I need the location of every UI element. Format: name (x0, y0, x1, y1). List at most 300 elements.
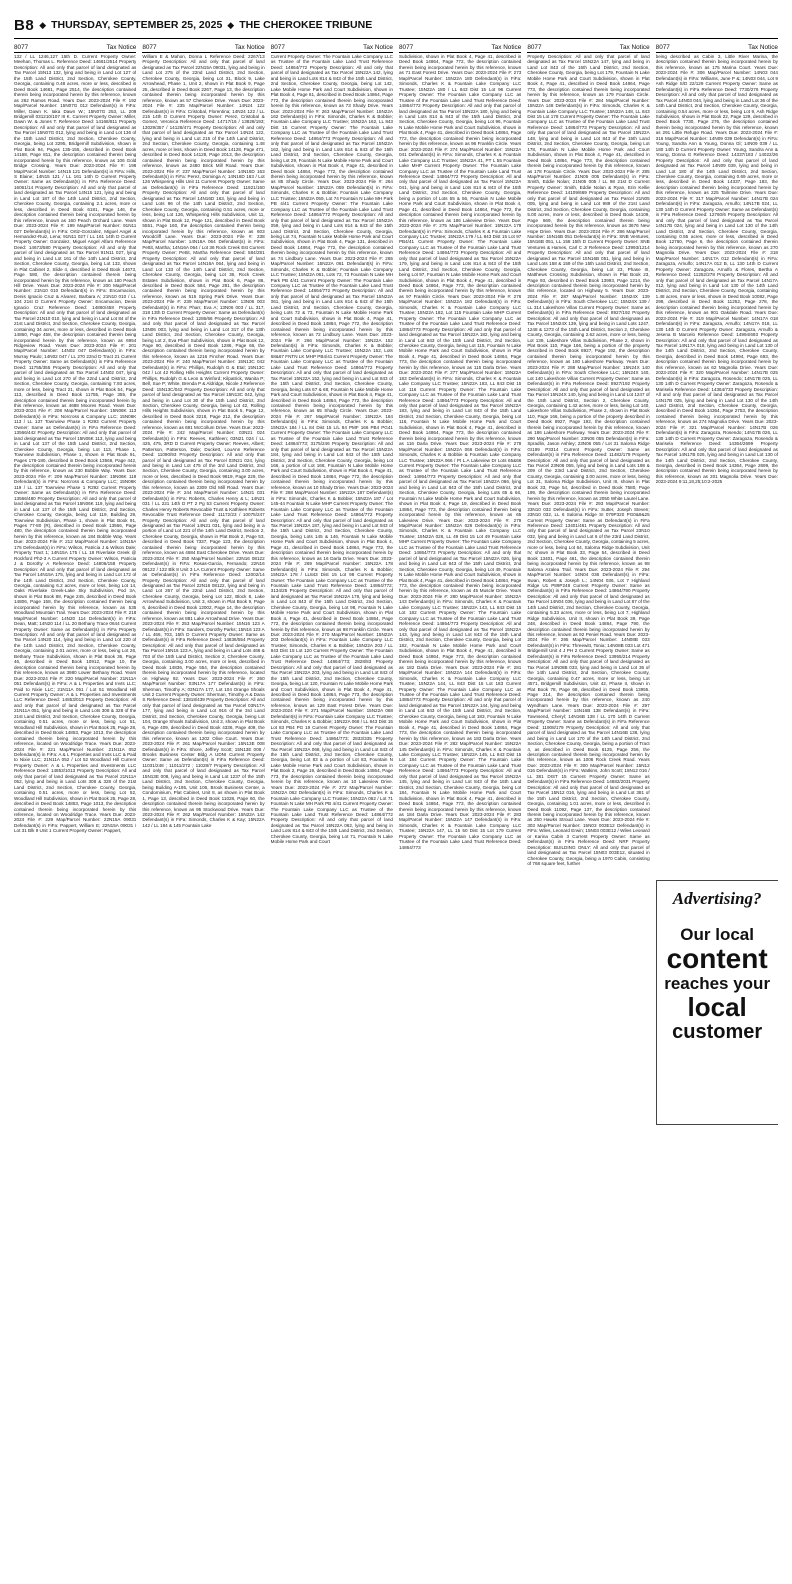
notice-line: Years Due: 2023-2024 (181, 233, 238, 239)
notice-line: Defendant(s) in FiFa: Encarnacion, Denis Ignacio Cruz & Alvarez, Barbara A; 21N10 010 / LL 104 21st D (14, 288, 137, 305)
notice-line: Property Description: All and only that parcel of land designated as Tax Parcel 15N07G 012, lying and being in Land Lot 136 of the 15th Land District, 2nd Section, Cherokee County, Georgia, being Lot 3295, Bridgemill Subdivision, shown in Plat Book 94, Pages 135-155, described in Deed Book 14168, Page 811, the description contained therein being incorporated herein by this reference, known as 106 Gold Bridge Crossing. (14, 119, 137, 169)
notice-line: Reference Deed: 14682/2031 (570, 779, 633, 785)
notice-line: Years Due: 2023-2024 (142, 484, 265, 496)
notice-line: File #: 218 (114, 610, 137, 616)
ad-line: Our local (680, 925, 754, 944)
notice-line: Years Due: 2023-2024 (55, 343, 110, 349)
notice-line: Reference Deed: 14364/733 (674, 386, 735, 392)
notice-line: Defendant(s) in FiFa: Fountain Lake Company LLC Trustee; Simonds, Charles K & Bobbie; 15N22A 203 / LL 843 Dist 15 Lot 120 (270, 637, 393, 654)
notice-line: Map/Parcel Number: 15N22A 178 (315, 561, 393, 567)
notice-line: Current Property Owner: Encarnacion, Denis Ignacio Cruz (14, 299, 137, 310)
ad-line: reaches your (664, 974, 771, 993)
notice-label: Tax Notice (619, 44, 650, 51)
notice-line: File #: 320 (679, 370, 706, 376)
notice-label: Tax Notice (234, 44, 265, 51)
notice-line: Defendant(s) in FiFa: South Cherokee LLC; 15N24X 139 / LL 314 Lakeshore Villas (527, 299, 650, 310)
column-header (527, 44, 649, 53)
notice-line: Current Property Owner: The Fountain Lake Company LLC as Trustee of the Fountain Lake Land Trust (270, 648, 393, 665)
notice-line: Years Due: 2023-2024 (527, 757, 650, 768)
notice-line: Current Property Owner: A & L Properties and Investments LLC (14, 757, 137, 768)
notice-line: Years Due: 2023-2024 (398, 735, 522, 747)
notice-line: Map/Parcel Number: 15N22A 180 (398, 75, 476, 81)
notice-line: Property Description: All and only that parcel of land designated as Tax Parcel 14N17A 018, lying and being in Land Lot 130 of the 14th Land District, 2nd Section, Cherokee County, Georgia, described in Deed Book 14994, Page 693, the description contained therein being incorporated herein by this reference, known as 62 Magnolia Drive. (655, 332, 778, 370)
notice-body (271, 54, 393, 845)
notice-line: Map/Parcel Number: 15N24X 139 (572, 293, 650, 299)
notice-line: File #: 229 (27, 817, 57, 823)
notice-column (656, 44, 778, 1576)
notice-line: Current Property Owner: The Fountain Lake Company LLC as Trustee of the Fountain Lake Land Trust (398, 239, 522, 250)
notice-line: Years Due: 2023-2024 (445, 441, 497, 447)
notice-line: Current Property Owner: Young, Sandra Ann & Young, Donna G (655, 146, 778, 158)
ad-line: content (666, 943, 768, 974)
notice-line: Defendant(s) in FiFa: Hills, S Elaine; 14N15 121 / LL 161 14th D (14, 168, 137, 179)
notice-line: File #: 280 (434, 593, 460, 599)
notice-line: Current Property Owner: Same as Defendant(s) in FiFa (527, 773, 650, 785)
notice-line: Property Description: All and only that parcel of land designated as Tax Parcel 15N22A 162, lying and being in Land Lots 814 & 843 of the 15th Land District, 2nd Section, Cherokee County, Georgia, being Lot 29, Fountain N Lake Mobile Home Park and Court Subdivision, shown in Plat Book 4, Page 41, described in Deed Book 14864, Page 772, the description contained therein being incorporated herein by this reference, known as 85 Shady Circle. (270, 135, 393, 185)
notice-line: Defendant(s) in FiFa: Simonds, Charles K & Bobbie; 15N22A 178 / LL843 Dist 15 Lot 98 (270, 566, 393, 578)
notice-line: Defendant(s) in FiFa: Simonds, Charles K & Fountain Lake Company LLC Trustee; 15N22A 183, LL 843 Dist 15 Lot 116 (398, 375, 522, 392)
notice-line: Current Property Owner: Zaragoza, Rosendo & Marisela (655, 381, 778, 392)
notice-line: Property Description: All and only that parcel of land designated as Tax Parcel 15N22A 152, lying and being in Land Lot 843 of the 15th Land District, 2nd Section, Cherokee County, Georgia, being Lots 67 & 68, Fountain N Lake Mobile Home Park and Court Subdivision, shown in Plat Book 4, Page 41, described in Deed Book 14864, Page 772, the description contained therein being incorporated herein by this reference, known as 65 Shady Circle. (270, 364, 393, 414)
notice-line: File #: 285 (627, 168, 650, 174)
notice-line: Years Due: 2023-2024 (655, 64, 778, 76)
notice-line: Property Description: All and only that parcel of land designated as Tax Parcel 15N06K 113, lying and being in Land Lot 137 of the 15th Land District, 2nd Section, Cherokee County, Georgia, being Lot 113, Phase 1, Townview Subdivision, Phase 1, shown in Plat Book 91, Pages 176-180, described in Deed Book 13566, Page 442, the description contained therein being incorporated herein by this reference, known as 230 Bobble Way. (14, 430, 137, 474)
notice-line: Defendant(s) in FiFa: Townsend, Cheryl; 14N16B 138 / LL 170 14th D (527, 708, 650, 719)
notice-line: File #: 263 (306, 108, 332, 114)
notice-line: Map/Parcel Number: 22N15A 09031 (56, 817, 137, 823)
notice-line: Property Description: All and only that parcel of land designated as Tax Parcel 15N24X 139, lying and being in Land Lots 1247, 1248 & 1273 of the 15th Land District, Section 2, Cherokee County, Georgia, containing 2.62 acres, more or less, being Lot 139, Lakeshore Villas Subdivision, Phase 2, shown in Plat Book 110, Page 166, being a portion of the property described in Deed Book 8927, Page 192, the description contained therein being incorporated herein by this reference, known as 180 Lakeshore Parkway. (527, 310, 650, 365)
notice-line: File #: 271 (295, 708, 322, 714)
page-number: B8 (14, 16, 35, 34)
notice-line: Reference Deed: 13566/442 (14, 424, 137, 436)
notice-body (656, 54, 778, 485)
notice-line: Current Property Owner: Wilson, Patricia J & Dorothy A (14, 555, 137, 567)
notice-body (527, 54, 649, 867)
notice-line: Years Due: 2023-2024 (655, 310, 778, 321)
notice-column (399, 44, 521, 1576)
notice-line: Current Property Owner: Same as Defendant(s) in FiFa (655, 206, 778, 218)
notice-line: Reference Deed: 14864/773 (398, 621, 461, 627)
notice-line: Reference Deed: 13566/480 (14, 490, 137, 501)
notice-line: File #: 244 (167, 490, 195, 496)
notice-line: Property Description: All and only that parcel of land designated as Tax Parcel 14N17B 026, lying and being in Land Lot 130 of the 14th Land District, 2nd Section, Cherokee County, Georgia, described in Deed Book 14364, Page 2699, the description contained therein being incorporated herein by this reference, known as 201 Magnolia Drive. (655, 441, 778, 479)
notice-line: Current Property Owner: The Fountain Lake Company LLC as Trustee of the Fountain Lake Land Trust (270, 277, 393, 289)
notice-line: Property Description: All and only that parcel of land designated as Tax Parcel 14N03 044, lying and being in Land Lot 36 of the 14th Land District, 2nd Section, Cherokee County, Georgia, containing 0.54 acres, more or less, being Lot 9, Ash Ridge Subdivision, shown in Plat Book 22, Page 129, described in Deed Book 7730, Page 276, the description contained therein being incorporated herein by this reference, known as 291 Little Refuge Road. (655, 86, 778, 136)
notice-line: Defendant(s) in FiFa: Pappert, William E; 22N15A 09031 / Lot 31 Blk 9 Unit 1 (14, 822, 137, 834)
notice-line: Defendant(s) in FiFa: Miller, Dawn K. Iaka Dawn W.; 15N07G 253, LL 209 Bridgemill 031210/107 III K. (14, 103, 137, 119)
notice-line: Years Due: 2023-2024 (578, 168, 627, 174)
notice-line: Current Property Owner: The Fountain Lake Company LLC as Trustee of the Fountain Lake Land Trust (398, 757, 522, 768)
notice-line: Years Due: 2023-2024 (587, 430, 637, 436)
notice-line: Years Due: 2023-2024 (14, 468, 137, 479)
notice-line: Defendant(s) in FiFa: Fountain Lake Company LLC Trustee; Simonds, Charles K & Bobbie; 15N22A 068 / LL 843 Dist 15 Lot 83 PB4 PG 19 (270, 713, 393, 730)
notice-line: Reference Deed: 13818/439 (146, 697, 207, 703)
notice-line: Defendant(s) in FiFa: Simonds, Charles K & Bobbie & Fountain Lake Company LLC Trustee; 15N22A 066 / Pt L.A Lakeview Dr Lots 65&66 (398, 446, 522, 463)
notice-line: Current Property Owner: Same as Defendant(s) in FiFa (527, 713, 650, 725)
notice-line: Current Property Owner: Same as Defendant(s) in FiFa (527, 582, 650, 594)
notice-line: Current Property Owner: Same as Defendant(s) in FiFa (142, 752, 265, 763)
notice-line: Current Property Owner: The Fountain Lake Company LLC as Trustee of the Fountain Lake Land Trust (398, 610, 522, 621)
notice-line: Reference Deed: 14864/773 (398, 839, 522, 850)
notice-line: Reference Deed: 14864/773 (398, 468, 522, 479)
notice-line: Years Due: 2023-2024 (694, 250, 751, 256)
notice-line: Current Property Owner: Same as Defendant(s) in FiFa (14, 484, 137, 496)
notice-line: File #: 240 (166, 359, 193, 365)
notice-line: Defendant(s) in FiFa: SNB Ventures; 15N16B 051, LL 158 15th D (527, 233, 650, 245)
notice-line: Defendant(s) in FiFa: Murray Paulo; 14N02 047 / LL 270 22nd D Tract 21 (14, 348, 137, 359)
notice-line: Property Description: All and only that parcel of land designated as Tax Parcel 15N22A 187, lying and being in Land Lot 843 of the 15th Land District, 2nd Section, Cherokee County, Georgia, being Lots 145 & 146, Fountain N Lake Mobile Home Park and Court Subdivision, shown in Plat Book 4, Page 41, described in Deed Book 14864, Page 772, the description contained therein being incorporated herein by this reference, known as 16 Darla Drive. (270, 512, 393, 561)
notice-line: Reference Deed: 14168/811 (58, 119, 119, 125)
notice-line: Current Property Owner: Meehan, Thomas L. (14, 54, 137, 65)
notice-line: Map/Parcel Number: 14N17B 024 (705, 195, 778, 201)
notice-line: Years Due: 2023-2024 (14, 403, 137, 414)
notice-line: Map/Parcel Number: 15N06K 113 (64, 408, 137, 414)
notice-line: Property Description: All and only that parcel of land designated as Tax Parcel 22N16 08122, lying and being in Land Lot 267 of the 22nd Land District, 2nd Section, Cherokee County, Georgia, being Lot 122, Block 8, Lake Arrowhead Subdivision, Unit 3, shown in Plat Book 9, Page 6, described in Deed Book 12002, Page 14, the description contained therein being incorporated herein by this reference, known as 881 Lake Arrowhead Drive. (142, 577, 265, 621)
notice-line: Property Description: All and only that parcel of land designated as Tax Parcel 14N21 031, lying and being in a portion of Land Lot 221 of the 14th Land District, Section 2, Cherokee County, Georgia, shown in Plat Book 2, Page 53, described in Deed Book 7337, Page 123, the description contained therein being incorporated herein by this reference, known as 4684 East Cherokee Drive. (142, 517, 265, 556)
notice-line: Years Due: 2023-2024 (14, 811, 137, 823)
issue-date: THURSDAY, SEPTEMBER 25, 2025 (51, 19, 223, 31)
notice-line: Years Due: 2023-2024 (142, 353, 265, 365)
notice-line: Years Due: 2023-2024 (142, 550, 265, 561)
notice-line: Map/Parcel Number: 03N21 024 (189, 430, 265, 436)
notice-line: Years Due: 2023-2024 (270, 626, 393, 638)
column-header (271, 44, 393, 53)
notice-line: Map/Parcel Number: 14N17A 012 (655, 255, 732, 261)
notice-line: Years Due: 2023-2024 (447, 293, 498, 299)
notice-line: Reference Deed: 8927/192 (573, 381, 633, 387)
notice-column (142, 44, 264, 1576)
notice-column (527, 44, 649, 1576)
notice-line: Current Property Owner: Same as Defendant(s) in FiFa (142, 566, 265, 578)
notice-line: Map/Parcel Number: 15N03 003E12 (537, 822, 618, 828)
notice-line: Years Due: 2023-2024 (317, 179, 369, 185)
notice-line: Reference Deed: 14864/773 (398, 544, 522, 556)
column-header (656, 44, 778, 53)
notice-line: Property Description: All and only that parcel of land designated as Tax Parcel 15N22A 148, lying and being in Land Lot 843 of the 15th Land District, 2nd Section, Cherokee County, Georgia, being Lot 178, Fountain N Lake Mobile Home Park and Court Subdivision, shown in Plat Book 4, Page 41, described in Deed Book 14864, Page 773, the description contained therein being incorporated herein by this reference, known as 178 Fountain Circle. (527, 124, 650, 174)
notice-line: Years Due: 2023-2024 (270, 103, 393, 114)
notice-line: Property Description: All and only that parcel of land designated as Tax Parcel 14N17B 025, lying and being in Land Lot 130 of the 14th Land District, 2nd Section, Cherokee County, Georgia, described in Deed Book 14364, Page 2753, the description contained therein being incorporated herein by this reference, known as 274 Magnolia Drive. (655, 386, 778, 425)
notice-line: Map/Parcel Number: 14N16D 163 (192, 168, 265, 174)
legal-notice-columns (14, 44, 778, 1576)
notice-line: Years Due: 2023-2024 (527, 501, 579, 507)
notice-line: Map/Parcel Number: 14N15A 175 (14, 539, 137, 550)
notice-line: Years Due: 2023-2024 (142, 424, 265, 436)
notice-line: 132 / LL 1246,127 15th D. (14, 54, 82, 59)
notice-line: Reference Deed: 13401/461 (527, 522, 589, 528)
notice-line: Current Property Owner: Same as Defendant(s) in FiFa (527, 375, 650, 387)
notice-line: File #: 282 (434, 741, 460, 747)
notice-line: Reference Deed: 14364/2699 (680, 441, 761, 447)
notice-line: Reference Deed: 16061/14 (14, 179, 137, 190)
notice-line: File #: 221 (28, 746, 60, 752)
notice-line: File #: 237 (166, 168, 193, 174)
notice-line: Map/Parcel Number: 14N15 121 (14, 168, 82, 174)
notice-line: Map/Parcel Number: 14N24 122 (189, 103, 265, 109)
ad-headline: Advertising? (672, 889, 762, 908)
notice-line: Years Due: 2023-2024 (574, 566, 626, 572)
notice-line: Property Description: All and only that parcel of land designated as Tax Parcel 14N16A 064, lying and being in Land Lot 133 of the 14th Land District, 2nd Section, Cherokee County, Georgia, being Lot 36, Rock Creek Estates Subdivision, shown in Plat Book 6, Page 86, described in Deed Book 584, Page 281, the description contained therein being incorporated herein by this reference, known as 515 Spring Park Drive. (142, 255, 265, 299)
notice-line: Defendant(s) in FiFa: Simonds, Charles K & Fountain Lake Company LLC Trustee; 15N22A 143, LL 843 Dist 15 Lot 182 (398, 599, 522, 616)
notice-line: Map/Parcel Number: 15N22A 152 (315, 337, 393, 343)
notice-line: Current Property Owner: Zaragoza, Arnulfo & Flores, Bertha A (655, 261, 778, 272)
notice-line: Defendant(s) in FiFa: Threewitt, Tonia; 14N08B 033 Lot 471 Bridgemill Unit 4 J PH 2 (527, 642, 650, 654)
advertising-promo[interactable] (656, 880, 778, 1125)
notice-line: Defendant(s) in FiFa: Zaragoza, Rosendo; 14N17B 026, LL 130 14th D (655, 430, 778, 441)
notice-line: Defendant(s) in FiFa: Simonds, Charles K & Fountain Lake Company LLC Trustee; 15N22A 062 / Lot 71 Fountain N Lake MH Park PB 4/41 (270, 790, 393, 807)
notice-line: Property Description: All and only that parcel of land designated as Tax Parcel 14N16D 163, lying and being in Land Lots 96 of the 14th Land District, 2nd Section, Cherokee County, Georgia, containing 0.51 acres, more or less, being Lot 126, Whispering Hills Subdivision, Unit 11, shown in Plat Book 12, Page 121, described in Deed Book 5551, Page 160, the description contained therein being incorporated herein by this reference, known as 603 Woodcliff Lane. (142, 190, 265, 239)
notice-line: File #: 297 (622, 702, 650, 708)
notice-line: File #: 318 (750, 250, 778, 256)
notice-line: File #: 281 (496, 664, 522, 670)
notice-code: 8077 (14, 44, 29, 51)
notice-line: Current Property Owner: Same as Defendant(s) in FiFa (14, 173, 137, 185)
notice-line: File #: 288 (551, 364, 578, 370)
notice-line: Property Description: All and only that parcel of land designated as Tax Parcel 15N22A 061, lying and being in Land Lots 814 & 843 of the 15th Land District, 2nd Section, Cherokee County, Georgia, being Lots 72 & 73, Fountain N Lake Mobile Home Park and Court Subdivision, shown in Plat Book 4, Page 41, described in Deed Book 14864, Page 772, the description contained therein being incorporated herein by this reference, known as 72 Lindbury Lane. (270, 288, 393, 338)
notice-line: Reference Deed: 11252/278 (655, 272, 718, 278)
notice-line: Current Property Owner: The Fountain Lake Company LLC as Trustee of the Fountain Lake Land Trust (398, 310, 522, 327)
notice-line: Years Due: 2023-2024 (398, 217, 522, 229)
notice-line: Current Property Owner: Same as Defendant(s) in FiFa (527, 648, 650, 659)
ad-line: local (687, 992, 747, 1022)
notice-line: Property Description: All and only that parcel of land designated as Tax Parcel 14N08B 033, lying and being in Land Lot 36 of the 14th Land District, 2nd Section, Cherokee County, Georgia, containing 0.47 acres, more or less, being Lot 4571, Bridgemill Subdivision, Unit 42, Phase II, shown in Plat Book 78, Page 68, described in Deed Book 13955, Page 214, the description contained therein being incorporated herein by this reference, known as 240 Wyndham Lane. (527, 653, 650, 708)
notice-line: Reference Deed: 11482/179 (572, 452, 633, 458)
notice-line: Years Due: 2023-2024 (655, 473, 778, 485)
notice-line: Map/Parcel Number: 15N22A 066 (398, 446, 476, 452)
notice-line: Years Due: 2023-2024 (655, 419, 778, 430)
notice-line: Defendant(s) in FiFa: Dean, Matt; 14N20 114 / LL 20 Bethany Trace 0644 (14, 615, 137, 627)
notice-line: Current Property Owner: Phillips, Rudolph G & Leon & Winford; Kilpatrick, Wanita P; Bell, Sue P; White, Brenda P & Aldridge, Nicole J (142, 370, 265, 387)
notice-line: Property Description: All and only that parcel of land designated as Tax Parcel 03N21 024, lying and being in Land Lot 475 of the 3rd Land District, 2nd Section, Cherokee County, Georgia, containing 3.00 acres, more or less, described in Deed Book 9819, Page 229, the description contained therein being incorporated herein by this reference, known as 2309 Old Mill Road. (142, 452, 265, 490)
notice-line: File #: 220 (49, 675, 76, 681)
notice-line: Reference Deed: 14864/790 (571, 588, 633, 594)
notice-line: Reference Deed: 14864/772 (310, 512, 376, 518)
notice-line: Map/Parcel Number: 15N22A 179 (449, 223, 522, 229)
notice-line: Defendant(s) in FiFa: Simonds, Charles K & Fountain Lake Company LLC Trustee; 15N22A 148, LL 843 Dist 15 Lot 178 (527, 103, 650, 119)
notice-line: File #: 274 (434, 146, 460, 152)
notice-line: Years Due: 2023-2024 (445, 811, 497, 817)
notice-line: Current Property Owner: The Fountain Lake Company LLC as Trustee of the Fountain Lake Land Trust (398, 828, 522, 845)
notice-body (142, 54, 264, 828)
notice-line: File #: 277 (434, 370, 460, 376)
notice-line: File #: 272 (322, 784, 350, 790)
notice-line: Reference Deed: 12002/14 (203, 572, 265, 578)
notice-line: Defendant(s) in FiFa: Sanders, Dorothy Parks; 15N16 123 A / LL 466, 703, 15th D (142, 626, 265, 638)
notice-line: Map/Parcel Number: 15N22A 026 (398, 522, 476, 528)
notice-line: Reference Deed: 14864/772 (398, 173, 461, 179)
notice-line: Property Description: All and only that parcel of land designated as Tax Parcel 14N24 122, lying and being in Land Lot 215 of the 14th Land District, 2nd Section, Cherokee County, Georgia, containing 1.48 acres, more or less, shown in Deed Book 14128, Page 471, described in Deed Book 14128, Page 2013, the description contained therein being incorporated herein by this reference, known as 2480 Brick Mill Road. (142, 124, 265, 169)
notice-line: Reference Deed: 14337/183 / 14022/26 (693, 152, 778, 158)
notice-line: William E & Mahon, Donna L (142, 54, 210, 59)
notice-line: Defendant(s) in FiFa: Rosas-Garcia, Fernando; 22N16 08122 / 122 Blk 8 Unit 3 LA (142, 561, 265, 572)
notice-line: File #: 294 (625, 566, 650, 572)
notice-line: Map/Parcel Number: 15N22A 162 (270, 108, 393, 119)
notice-line: Map/Parcel Number: 14N17B 026 (700, 424, 778, 430)
notice-line: Map/Parcel Number: 21N11A 051 (14, 675, 137, 687)
notice-line: Reference Deed: 14864/773; 2828/83 (285, 659, 376, 665)
notice-line: Years Due: 2023-2024 (655, 190, 778, 201)
notice-line: Property Description: All and only that parcel of land designated as Tax Parcel 15N22A 145, lying and being in Land Lot 843 of the 15th Land District, 2nd Section, Cherokee County, Georgia, being Lot 184, Fountain N Lake Mobile Home Park and Court Subdivision, shown in Plat Book 4, Page 41, described in Deed Book 14864, Page 773, the description contained therein being incorporated herein by this reference, known as 184 Darla Drive. (398, 768, 522, 817)
notice-line: Map/Parcel Number: 15N22A 182 (398, 299, 476, 305)
notice-line: File #: 270 (306, 632, 332, 638)
notice-line: File #: 276 (497, 293, 522, 299)
notice-line: Years Due: 2023-2024 (183, 675, 238, 681)
notice-line: Reference Deed: 11031/248 ; 11011/272 ; 11028/7 (142, 757, 265, 768)
notice-line: Property Description: All and only that parcel of land designated as Tax Parcel 14N04 036, lying and being in Land Lot 87 of the 14th Land District, 2nd Section, Cherokee County, Georgia, containing 5.33 acres, more or less, being Lot 7, Highland Ridge Subdivision, Unit II, shown in Plat Book 39, Page 248, described in Deed Book 14864, Page 790, the description contained therein being incorporated herein by this reference, known as 92 Peniel Road. (527, 588, 650, 638)
notice-line: Property Description: All and only that parcel of land designated as Tax Parcel 15N13C 042, lying and being in Land Lot 30 of the 15th Land District, 2nd Section, Cherokee County, Georgia, being Lot 42, Rolling Hills Heights Subdivision, shown in Plat Book 5, Page 12, described in Deed Book 3218, Page 212, the description contained therein being incorporated herein by this reference, known as 691 McCollum Drive. (142, 386, 265, 430)
notice-line: Defendant(s) in FiFa: Simonds, Charles K & Bobbie; 15N22A 184 / LL 84 Dist 15 L/L 84 PMF 166 PB4 PG41 (270, 419, 393, 430)
notice-line: Years Due: 2023-2024 (553, 228, 603, 234)
notice-line: Years Due: 2023-2024 (715, 130, 765, 136)
notice-line: Current Property Owner: The Fountain Lake Company LLC as Trustee of the Fountain Lake Land Trust (270, 124, 393, 136)
notice-line: Reference Deed: 14673/580 (14, 239, 137, 250)
notice-line: Reference Deed: 14860/458 (48, 304, 119, 310)
notice-line: Property Description: All and only that parcel of land designated as Tax Parcel 23N10 032, lying and being in Land Lot 6 of the 23rd Land District, 2nd Section, Cherokee County, Georgia, containing 5 acres, more or less, being Lot 64, Saloma Ridge Subdivision, Unit IV, shown in Plat Book 33, Page 54, described in Deed Book 13401, Page 461, the description contained therein being incorporated herein by this reference, known as 98 Saloma Azalea Trail. (527, 522, 650, 572)
notice-line: File #: 268 (270, 490, 295, 496)
notice-line: Current Property Owner: Gonzalez, Miguel Angel Alfaro (14, 233, 137, 245)
notice-line: File #: 316 (655, 130, 778, 141)
notice-column (14, 44, 136, 1576)
notice-line: Current Property Owner: The Fountain Lake Company LLC as Trustee of the Fountain Lake Land Trust (398, 163, 522, 174)
notice-line: File #: 321 (669, 424, 701, 430)
notice-line: Property Description: All and only that parcel of land designated as Tax Parcel 15N22A 182, lying and being in Land Lot 843 of the 15th Land District, 2nd Section, Cherokee County, Georgia, being Lot 115, Fountain N Lake Mobile Home Park and Court Subdivision, shown in Plat Book 4, Page 41, described in Deed Book 14864, Page 773, the description contained therein being incorporated herein by this reference, known as 115 Darla Drive. (398, 326, 522, 370)
notice-line: Property Description: All and only that parcel of land designated as Tax Parcel 15N22A 147, lying and being in Land Lot 843 of the 15th Land District, 2nd Section, Cherokee County, Georgia, being Lot 179, Fountain N Lake Mobile Home Park and Court Subdivision, shown in Plat Book 4, Page 41, described in Deed Book 14864, Page 773, the description contained therein being incorporated herein by this reference, known as 179 Fountain Circle. (527, 54, 650, 98)
notice-line: Property Description: All and only that parcel of land designated as Tax Parcel 15N22A 203, lying and being in Land Lot 843 of the 15th Land District, 2nd Section, Cherokee County, Georgia, being Lot 120, Fountain N Lake Mobile Home Park and Court Subdivision, shown in Plat Book 4, Page 41, described in Deed Book 14864, Page 773, the description contained therein being incorporated herein by this reference, known as 129 East Forest Drive. (270, 659, 393, 708)
notice-line: Property Description: All and only that parcel of land designated as Tax Parcel 15N22A 059, lying and being in Land Lots 814 & 843 of the 15th Land District, 2nd Section, Cherokee County, Georgia, being Lot 74, Fountain N Lake Mobile Home Park and Court Subdivision, shown in Plat Book 4, Page 131, described in Deed Book 14864, Page 772, the description contained therein being incorporated herein by this reference, known as 74 Lindbury Lane. (270, 212, 393, 261)
notice-line: Reference Deed: 14836/554 (186, 637, 248, 643)
notice-line: File #: 250 (166, 555, 192, 561)
notice-line: Map/Parcel Number: 15N06K 119 (64, 473, 137, 479)
notice-line: File #: 200 (87, 283, 114, 289)
notice-line: Years Due: 2023-2024 (142, 806, 265, 817)
masthead-rule (14, 38, 778, 39)
notice-line: File #: 290 (527, 430, 650, 441)
notice-line: Map/Parcel Number: 14N20 114 (14, 615, 90, 621)
notice-code: 8077 (270, 44, 285, 51)
notice-line: Map/Parcel Number: 15N22A 061 (270, 261, 347, 267)
notice-line: Years Due: 2023-2024 (142, 293, 265, 305)
notice-line: Current Property Owner: Same as Defendant(s) in FiFa (527, 517, 650, 523)
notice-line: Years Due: 2023-2024 (527, 359, 650, 370)
notice-line: File #: 239 (167, 299, 195, 305)
notice-line: Reference Deed: 11090/93 (142, 446, 265, 458)
notice-line: Property Description: All and only that parcel of land designated as Tax Parcel 15N22A 183, lying and being in Land Lot 843 of the 15th Land District, 2nd Section, Cherokee County, Georgia, being Lot 116, Fountain N Lake Mobile Home Park and Court Subdivision, shown in Plat Book 4, Page 41, described in Deed Book 14864, Page 773, the description contained therein being incorporated herein by this reference, known as 116 Darla Drive. (398, 397, 522, 447)
notice-line: Current Property Owner: Same as Defendant(s) in FiFa (142, 632, 265, 643)
notice-line: Property Description: All and only that parcel of land designated as Tax Parcel 15N22A 068, lying and being in Land Lot 843 of the 15th Land District, 2nd Section, Cherokee County, Georgia, being Lot 83 & a portion of Lot 83, Fountain N Lake Mobile Home Park and Court Subdivision, shown in Plat Book 2, Page 19, described in Deed Book 14864, Page 773, the description contained therein being incorporated herein by this reference, known as 10 Lakeview Drive. (270, 735, 393, 785)
notice-line: Current Property Owner: Same as Defendant(s) in FiFa (527, 446, 650, 458)
notice-line: Defendant(s) in FiFa: A & L Properties and Invts LLC & Paid to Nixie LLC; 21N11A 052 / Lot 52 Woodland Hill (14, 752, 137, 763)
notice-line: Years Due: 2023-2024 (142, 735, 265, 747)
notice-line: Property Description: All and only that parcel of land designated as Tax Parcel 15N22A 144, lying and being in Land Lot 843 of the 15th Land District, 2nd Section, Cherokee County, Georgia, being Lot 183, Fountain N Lake Mobile Home Park and Court Subdivision, shown in Plat Book 4, Page 41, described in Deed Book 14864, Page 773, the description contained therein being incorporated herein by this reference, known as 183 Darla Drive. (398, 697, 522, 741)
notice-line: File #: 267 (284, 413, 316, 419)
notice-line: File #: 262 (166, 811, 193, 817)
notice-line: Reference Deed: 14864/773 (398, 397, 461, 403)
notice-line: Reference Deed: 12760/6 (672, 212, 728, 218)
notice-line: Reference Deed: 11921/160 (202, 184, 265, 190)
notice-line: Defendant(s) in FiFa: Young, Sandra Ann & Young, Donna Gl; 14N09 039 / LL 180 14th D (655, 135, 778, 152)
notice-line: Years Due: 2023-2024 (451, 70, 500, 76)
notice-line: File #: 208 (38, 408, 65, 414)
notice-line: File #: 266 (284, 337, 316, 343)
column-header (142, 44, 264, 53)
notice-line: Reference Deed: 7730/276 (701, 86, 761, 92)
notice-line: Property Description: All and only that parcel of land designated as Tax Parcel 15N22A 026, lying and being in Land Lot 843 of the 15th Land District, 2nd Section, Cherokee County, Georgia, being Lot 49, Fountain N Lake Mobile Home Park and Court Subdivision, shown in Plat Book 4, Page 41, described in Deed Book 14864, Page 773, the description contained therein being incorporated herein by this reference, known as 45 Muscle Drive. (398, 550, 522, 594)
notice-line: Defendant(s) in FiFa: Pettit, Martha; 14N16A 064 / Lot 36 Rock Creek Est (142, 239, 265, 250)
notice-line: File #: 192 (112, 97, 137, 103)
notice-line: Map/Parcel Number: 14N21 031 (194, 490, 265, 496)
notice-line: Map/Parcel Number: 15N12 016 (527, 762, 650, 774)
notice-line: Current Property Owner: The Fountain Lake Company LLC as Trustee of the Fountain Lake Land Trust (270, 353, 393, 370)
notice-line: Map/Parcel Number: 15N22A 142 (192, 811, 265, 817)
notice-line: Map/Parcel Number: 14N17A 018 (706, 315, 778, 321)
notice-line: Reference Deed: 13955/214 (571, 653, 633, 659)
notice-line: Current Property Owner: Reeves, Albert; Patterson, Patterson, Dale; Duckett, LouAnn (142, 441, 265, 452)
notice-line: Current Property Owner: A & L Properties and Investments LLC (14, 692, 137, 703)
notice-line: Map/Parcel Number: 14N16A 064 (142, 239, 219, 245)
notice-line: Reference Deed: 14109/669 (527, 190, 589, 196)
notice-label: Tax Notice (106, 44, 137, 51)
notice-line: Property Description: All and only that parcel of land designated as Tax Parcel 14N17A 012, lying and being in Land Lot 130 of the 14th Land District, 2nd Section, Cherokee County, Georgia, containing 1.48 acres, more or less, shown in Deed Book 10082, Page 299, described in Deed Book 11252, Page 278, the description contained therein being incorporated herein by this reference, known as 901 Oakdale Road. (655, 272, 778, 316)
notice-line: File #: 286 (602, 228, 627, 234)
notice-line: Years Due: 2023-2024 (142, 97, 265, 109)
notice-line: Map/Parcel Number: 14N17B 025 (705, 370, 778, 376)
notice-line: Current Property Owner: The Fountain Lake Company LLC as Trustee of the Fountain Lake Land Trust (270, 501, 393, 518)
notice-line: Years Due: 2023-2024 (398, 141, 522, 152)
notice-line: File #: 253 (166, 621, 192, 627)
notice-line: Map/Parcel Number: 15N22A 143 (398, 593, 522, 605)
notice-line: Years Due: 2023-2024 (398, 364, 522, 376)
notice-line: Property Description: All and only that parcel of land designated as Tax Parcel 21N10 010, lying and being in Land Lot 84 of the 21st Land District, 2nd Section, Cherokee County, Georgia, containing 34 acres, more or less, described in Deed Book 14860, Page 458, the description contained therein being incorporated herein by this reference, known as 6954 Ridgeview Road. (14, 304, 137, 349)
notice-line: Property Description: All and only that parcel of land designated as Tax Parcel 13N06 003, lying and being in Land Lot 317 of the 13th Land District, 2nd Section, Cherokee County, Georgia, being Lot 2, Eva Pharr Subdivision, shown in Plat Book 12, Page 90, described in Deed Book 1286, Page 66, the description contained therein being incorporated herein by this reference, known as 1216 Fincher Road. (142, 315, 265, 359)
notice-line: Current Property Owner: Miller, Dawn W. & Jones T. (14, 113, 137, 125)
notice-line: Reference Deed: 14864/773; 3175/246 (270, 435, 393, 447)
notice-line: File #: 269 (284, 561, 316, 567)
notice-line: Defendant(s) in FiFa: Roberts, Charles Henry & L; 14N21 031 / LL 221 14th D PT 2 Pg 53 (142, 495, 265, 507)
notice-line: Current Property Owner: Pettit, Martha (142, 244, 265, 256)
notice-line: Map/Parcel Number: 15N22A 041 (398, 146, 522, 158)
notice-line: Years Due: 2023-2024 (347, 484, 393, 490)
notice-line: Reference Deed: 11755/355 (14, 359, 137, 370)
notice-line: Current Property Owner: Same as Defendant(s) in FiFa (527, 833, 650, 845)
notice-line: Property Description: All and only that parcel of land designated as Tax Parcel 15N22A 066, lying and being in Land Lot 843 of the 15th Land District, 2nd Section, Cherokee County, Georgia, being Lots 65 & 66, Fountain N Lake Mobile Home Park and Court Subdivision, shown in Plat Book 4, Page 19, described in Deed Book 14864, Page 773, the description contained therein being incorporated herein by this reference, known as 65 Lakeview Drive. (398, 473, 522, 523)
diamond-icon: ◆ (39, 19, 47, 30)
notice-line: Defendant(s) in FiFa: Wiles, Leonard Erwin; 15N03 003E12 / Wiles Leonard or Karina Cabin 3 (527, 822, 650, 839)
notice-line: Map/Parcel Number: 91N11 027 (14, 223, 137, 234)
notice-column (271, 44, 393, 1576)
notice-line: Defendant(s) in FiFa: Simonds, Charles K & Fountain Lake Company LLC Trustee; 15N22A 026, LL 49 Dist 15 Lot 49 Fountain Lake MHP (398, 522, 522, 545)
notice-code: 8077 (142, 44, 157, 51)
notice-line: Defendant(s) in FiFa: Swan, Robert & Joseph L.; 14N04 036, Lot 7 Highland Ridge U1 P89P248 (527, 572, 650, 588)
notice-line: Map/Parcel Number: 21N10 010 (14, 283, 137, 294)
notice-line: File #: 260 (237, 675, 265, 681)
notice-line: Years Due: 2023-2024 (270, 555, 393, 567)
notice-line: File #: 278 (496, 441, 522, 447)
notice-line: Map/Parcel Number: 14N09 039 (665, 135, 734, 141)
notice-line: Property Description: All and only that parcel of land designated as Tax Parcel 03N17A 177, lying and being in Land Lot 916 of the 3rd Land District, 2nd Section, Cherokee County, Georgia, being Lot 104, Orange Shoals Subdivision, Unit 2, shown in Plat Book 6, Page 409, described in Deed Book 4336, Page 409, the description contained therein being incorporated herein by this reference, known as 1202 Olive Court. (142, 697, 265, 741)
notice-line: File #: 284 (578, 97, 607, 103)
notice-line: Property Description: BUILDING ONLY: All and only that parcel of land designated as Tax Parcel 15N03 003E12, situated in Cherokee County, Georgia, being a 1970 Cabin, consisting of 768 square feet, further (527, 839, 650, 867)
notice-line: Years Due: 2023-2024 (445, 664, 497, 670)
notice-line: Current Property Owner: Pappert, (52, 828, 122, 834)
notice-line: Defendant(s) in FiFa: Perez, Dominga A; 14N16D 163 / Lot 126 Whispering Hills Unit 11 (142, 173, 265, 185)
notice-line: Reference Deed: 14864/773 (398, 768, 461, 774)
notice-code: 8077 (655, 44, 670, 51)
notice-line: Reference Deed: 14661/2514 (56, 59, 119, 65)
notice-line: Current Property Owner: The Fountain Lake Company LLC as Trustee of the Fountain Lake Land Trust (270, 430, 393, 441)
notice-line: Map/Parcel Number: 15N22A 068 (321, 708, 393, 714)
notice-line: 9:11,18,25;10:2-2025 (678, 479, 723, 485)
notice-line: Current Property Owner: The Fountain Lake Company LLC as Trustee of the Fountain Lake Land Trust (398, 386, 522, 398)
notice-line: Map/Parcel Number: 15N22A 187 (294, 490, 367, 496)
